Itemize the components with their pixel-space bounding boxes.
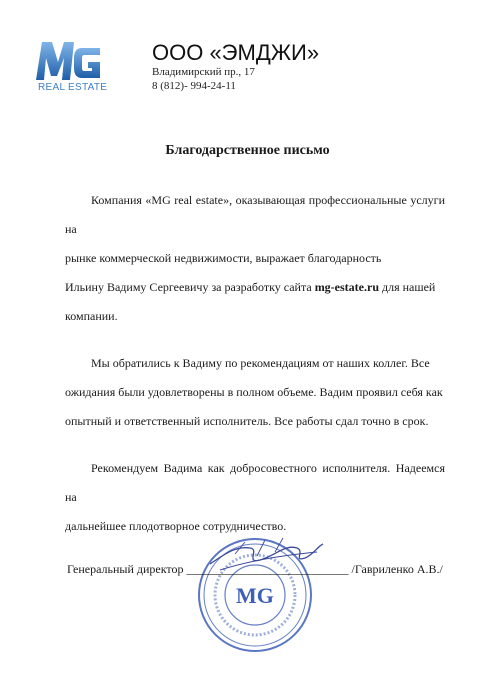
p1-line-4: компании. — [65, 309, 118, 323]
paragraph-1 — [65, 186, 445, 331]
p1-line-1: Компания «MG real estate», оказывающая профессиональные услуги на — [65, 193, 445, 236]
logo-caption: REAL ESTATE — [38, 82, 108, 93]
company-header — [152, 40, 319, 93]
p2-line-2: ожидания были удовлетворены в полном объеме. Вадим проявил себя как — [65, 385, 443, 399]
p1-line-2: рынке коммерческой недвижимости, выражает благодарность — [65, 251, 382, 265]
company-name: ООО «ЭМДЖИ» — [152, 40, 320, 65]
letter-title: Благодарственное письмо — [165, 143, 330, 158]
paragraph-2 — [65, 349, 445, 436]
website-name: mg-estate.ru — [314, 280, 379, 294]
p2-line-3: опытный и ответственный исполнитель. Все работы сдал точно в срок. — [65, 414, 429, 428]
p3-line-1: Рекомендуем Вадима как добросовестного исполнителя. Надеемся на — [65, 461, 445, 504]
signatory-name: /Гавриленко А.В./ — [351, 562, 443, 576]
p1-line-3-pre: Ильину Вадиму Сергеевичу за разработку сайта — [65, 280, 315, 294]
p3-line-2: дальнейшее плодотворное сотрудничество. — [65, 519, 287, 533]
signature-blank: ___________________________ — [186, 562, 349, 576]
company-phone: 8 (812)- 994-24-11 — [152, 79, 236, 92]
signatory-position: Генеральный директор — [67, 562, 184, 576]
p1-line-3 — [65, 273, 445, 302]
p1-line-3-post: для нашей — [379, 280, 436, 294]
signature-line — [67, 562, 443, 577]
letter-body — [65, 186, 445, 559]
stamp-center-text: MG — [236, 583, 274, 608]
paragraph-3 — [65, 454, 445, 541]
p2-line-1: Мы обратились к Вадиму по рекомендациям от наших коллег. Все — [91, 356, 430, 370]
company-address: Владимирский пр., 17 — [152, 66, 255, 79]
